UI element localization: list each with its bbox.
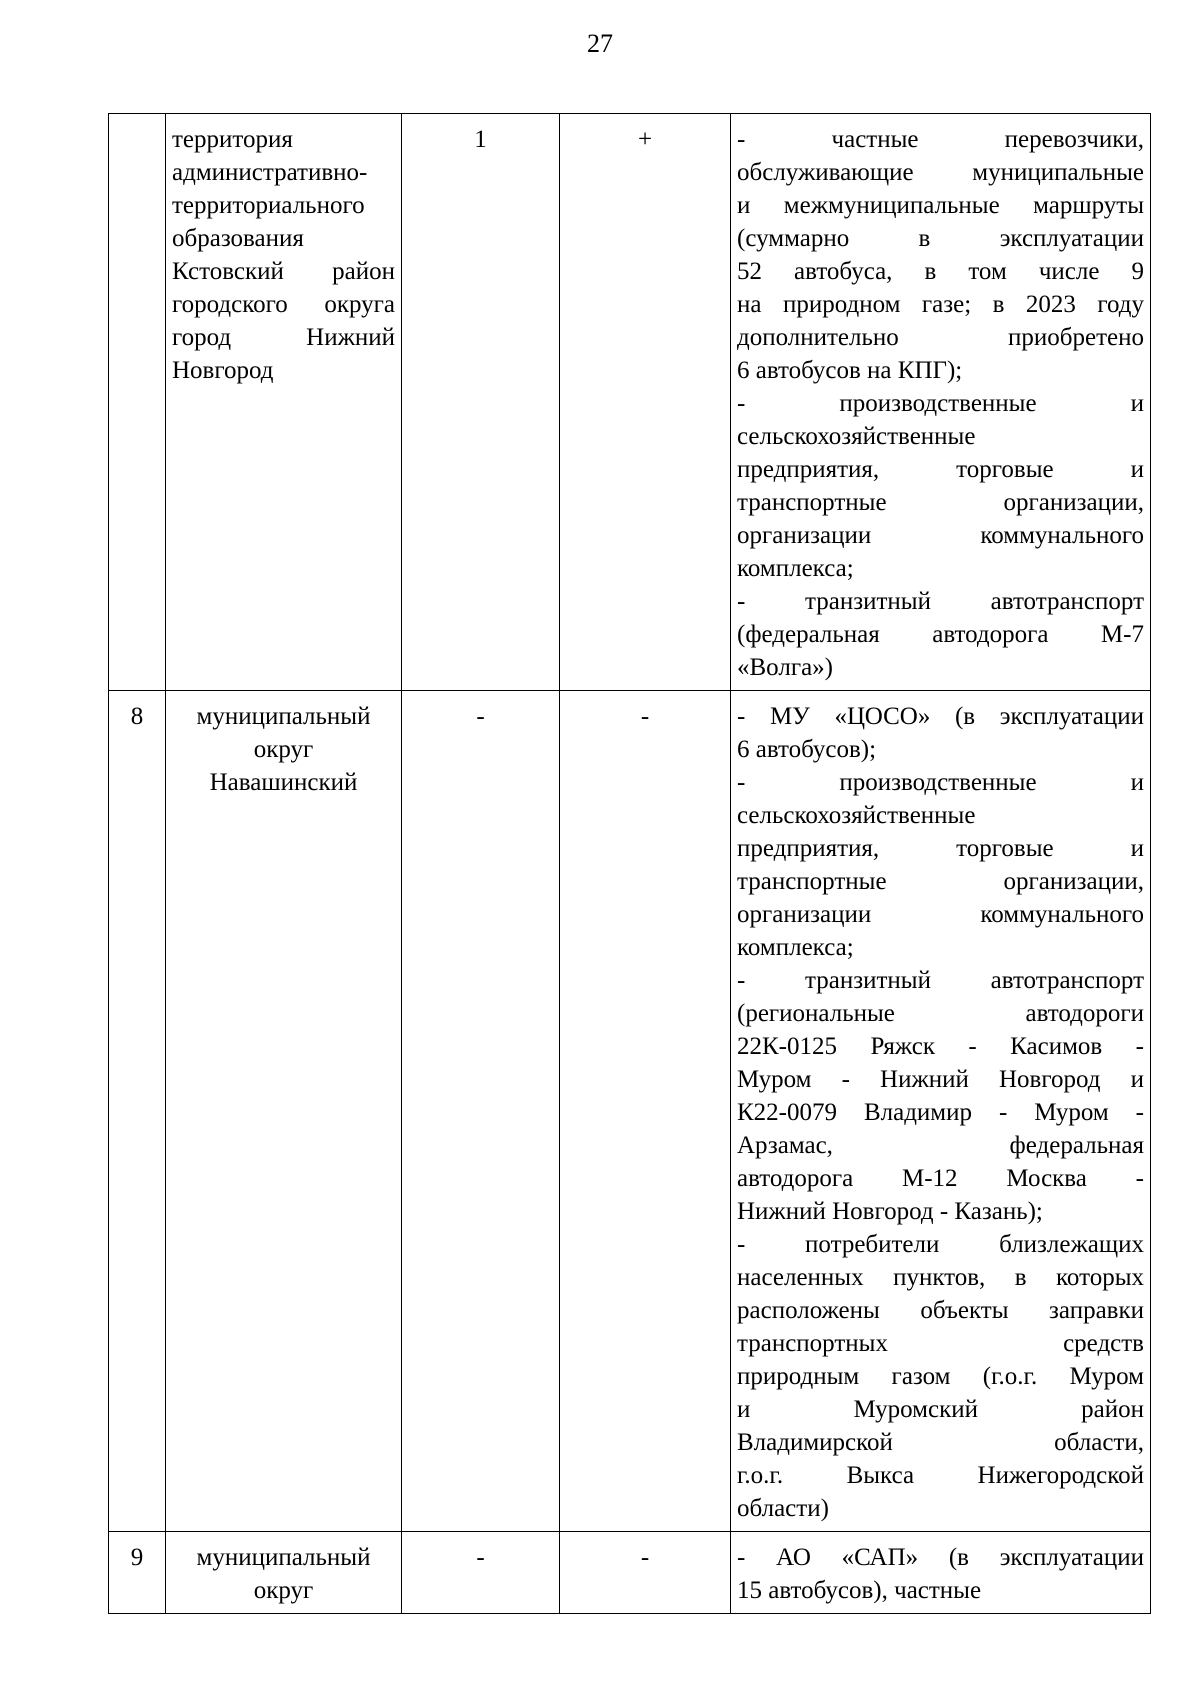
description-line: г.о.г. Выкса Нижегородской — [737, 1462, 1144, 1489]
description-line: Нижний Новгород - Казань); — [737, 1198, 1043, 1225]
description-line: Владимирской области, — [737, 1429, 1144, 1456]
description-line: и межмуниципальные маршруты — [737, 192, 1144, 219]
municipality-name-line: округ — [253, 736, 314, 763]
description-line: комплекса; — [737, 934, 854, 961]
description-line: и Муромский район — [737, 1396, 1144, 1423]
description-line: Муром - Нижний Новгород и — [737, 1066, 1144, 1093]
description-line: (суммарно в эксплуатации — [737, 225, 1144, 252]
description-cell — [731, 691, 1151, 1532]
description-line: - транзитный автотранспорт — [737, 588, 1144, 615]
municipality-name-line: муниципальный — [196, 703, 371, 730]
column-4-cell: - — [560, 691, 731, 1532]
description-cell — [731, 114, 1151, 691]
municipality-name-line: территориального — [172, 192, 365, 219]
table-row — [109, 114, 1151, 691]
column-4-cell: - — [560, 1532, 731, 1614]
description-line: сельскохозяйственные — [737, 802, 976, 829]
description-line: организации коммунального — [737, 522, 1144, 549]
description-line: расположены объекты заправки — [737, 1297, 1144, 1324]
description-line: (региональные автодороги — [737, 1000, 1144, 1027]
municipality-name-line: административно- — [172, 159, 368, 186]
municipality-name-cell — [166, 1532, 402, 1614]
description-line: природным газом (г.о.г. Муром — [737, 1363, 1144, 1390]
municipality-name-line: Новгород — [172, 357, 274, 384]
column-3-cell: - — [402, 691, 560, 1532]
description-line: на природном газе; в 2023 году — [737, 291, 1144, 318]
description-line: - АО «САП» (в эксплуатации — [737, 1544, 1144, 1571]
description-line: организации коммунального — [737, 901, 1144, 928]
description-line: - частные перевозчики, — [737, 126, 1144, 153]
municipality-name-line: город Нижний — [172, 324, 395, 351]
table-row — [109, 1532, 1151, 1614]
description-line: автодорога М-12 Москва - — [737, 1165, 1144, 1192]
column-3-cell: 1 — [402, 114, 560, 691]
municipality-name-line: территория — [172, 126, 293, 153]
description-line: - производственные и — [737, 769, 1144, 796]
municipality-name-line: Навашинский — [209, 769, 358, 796]
description-line: транспортные организации, — [737, 489, 1144, 516]
description-line: Арзамас, федеральная — [737, 1132, 1144, 1159]
description-cell — [731, 1532, 1151, 1614]
description-line: - транзитный автотранспорт — [737, 967, 1144, 994]
municipality-name-line: образования — [172, 225, 304, 252]
description-line: - МУ «ЦОСО» (в эксплуатации — [737, 703, 1144, 730]
description-line: населенных пунктов, в которых — [737, 1264, 1144, 1291]
column-4-cell: + — [560, 114, 731, 691]
description-line: области) — [737, 1495, 829, 1522]
description-line: 6 автобусов); — [737, 736, 877, 763]
description-line: дополнительно приобретено — [737, 324, 1144, 351]
municipality-name-line: городского округа — [172, 291, 395, 318]
description-line: «Волга») — [737, 654, 833, 681]
table-body — [109, 114, 1151, 1614]
description-line: К22-0079 Владимир - Муром - — [737, 1099, 1144, 1126]
description-line: - потребители близлежащих — [737, 1231, 1144, 1258]
description-line: предприятия, торговые и — [737, 456, 1144, 483]
municipality-name-cell — [166, 691, 402, 1532]
page-number: 27 — [587, 29, 613, 58]
document-table — [108, 113, 1151, 1614]
description-line: - производственные и — [737, 390, 1144, 417]
description-line: (федеральная автодорога М-7 — [737, 621, 1144, 648]
description-line: комплекса; — [737, 555, 854, 582]
description-line: 15 автобусов), частные — [737, 1577, 982, 1604]
description-line: 52 автобуса, в том числе 9 — [737, 258, 1144, 285]
description-line: транспортные организации, — [737, 868, 1144, 895]
description-line: сельскохозяйственные — [737, 423, 976, 450]
municipality-name-line: Кстовский район — [172, 258, 395, 285]
description-line: транспортных средств — [737, 1330, 1144, 1357]
municipality-name-line: муниципальный — [196, 1544, 371, 1571]
row-number-cell: 9 — [109, 1532, 166, 1614]
description-line: предприятия, торговые и — [737, 835, 1144, 862]
description-line: 6 автобусов на КПГ); — [737, 357, 963, 384]
column-3-cell: - — [402, 1532, 560, 1614]
row-number-cell: 8 — [109, 691, 166, 1532]
description-line: 22К-0125 Ряжск - Касимов - — [737, 1033, 1144, 1060]
row-number-cell — [109, 114, 166, 691]
table-row — [109, 691, 1151, 1532]
municipality-name-line: округ — [253, 1577, 314, 1604]
municipality-name-cell — [166, 114, 402, 691]
description-line: обслуживающие муниципальные — [737, 159, 1144, 186]
